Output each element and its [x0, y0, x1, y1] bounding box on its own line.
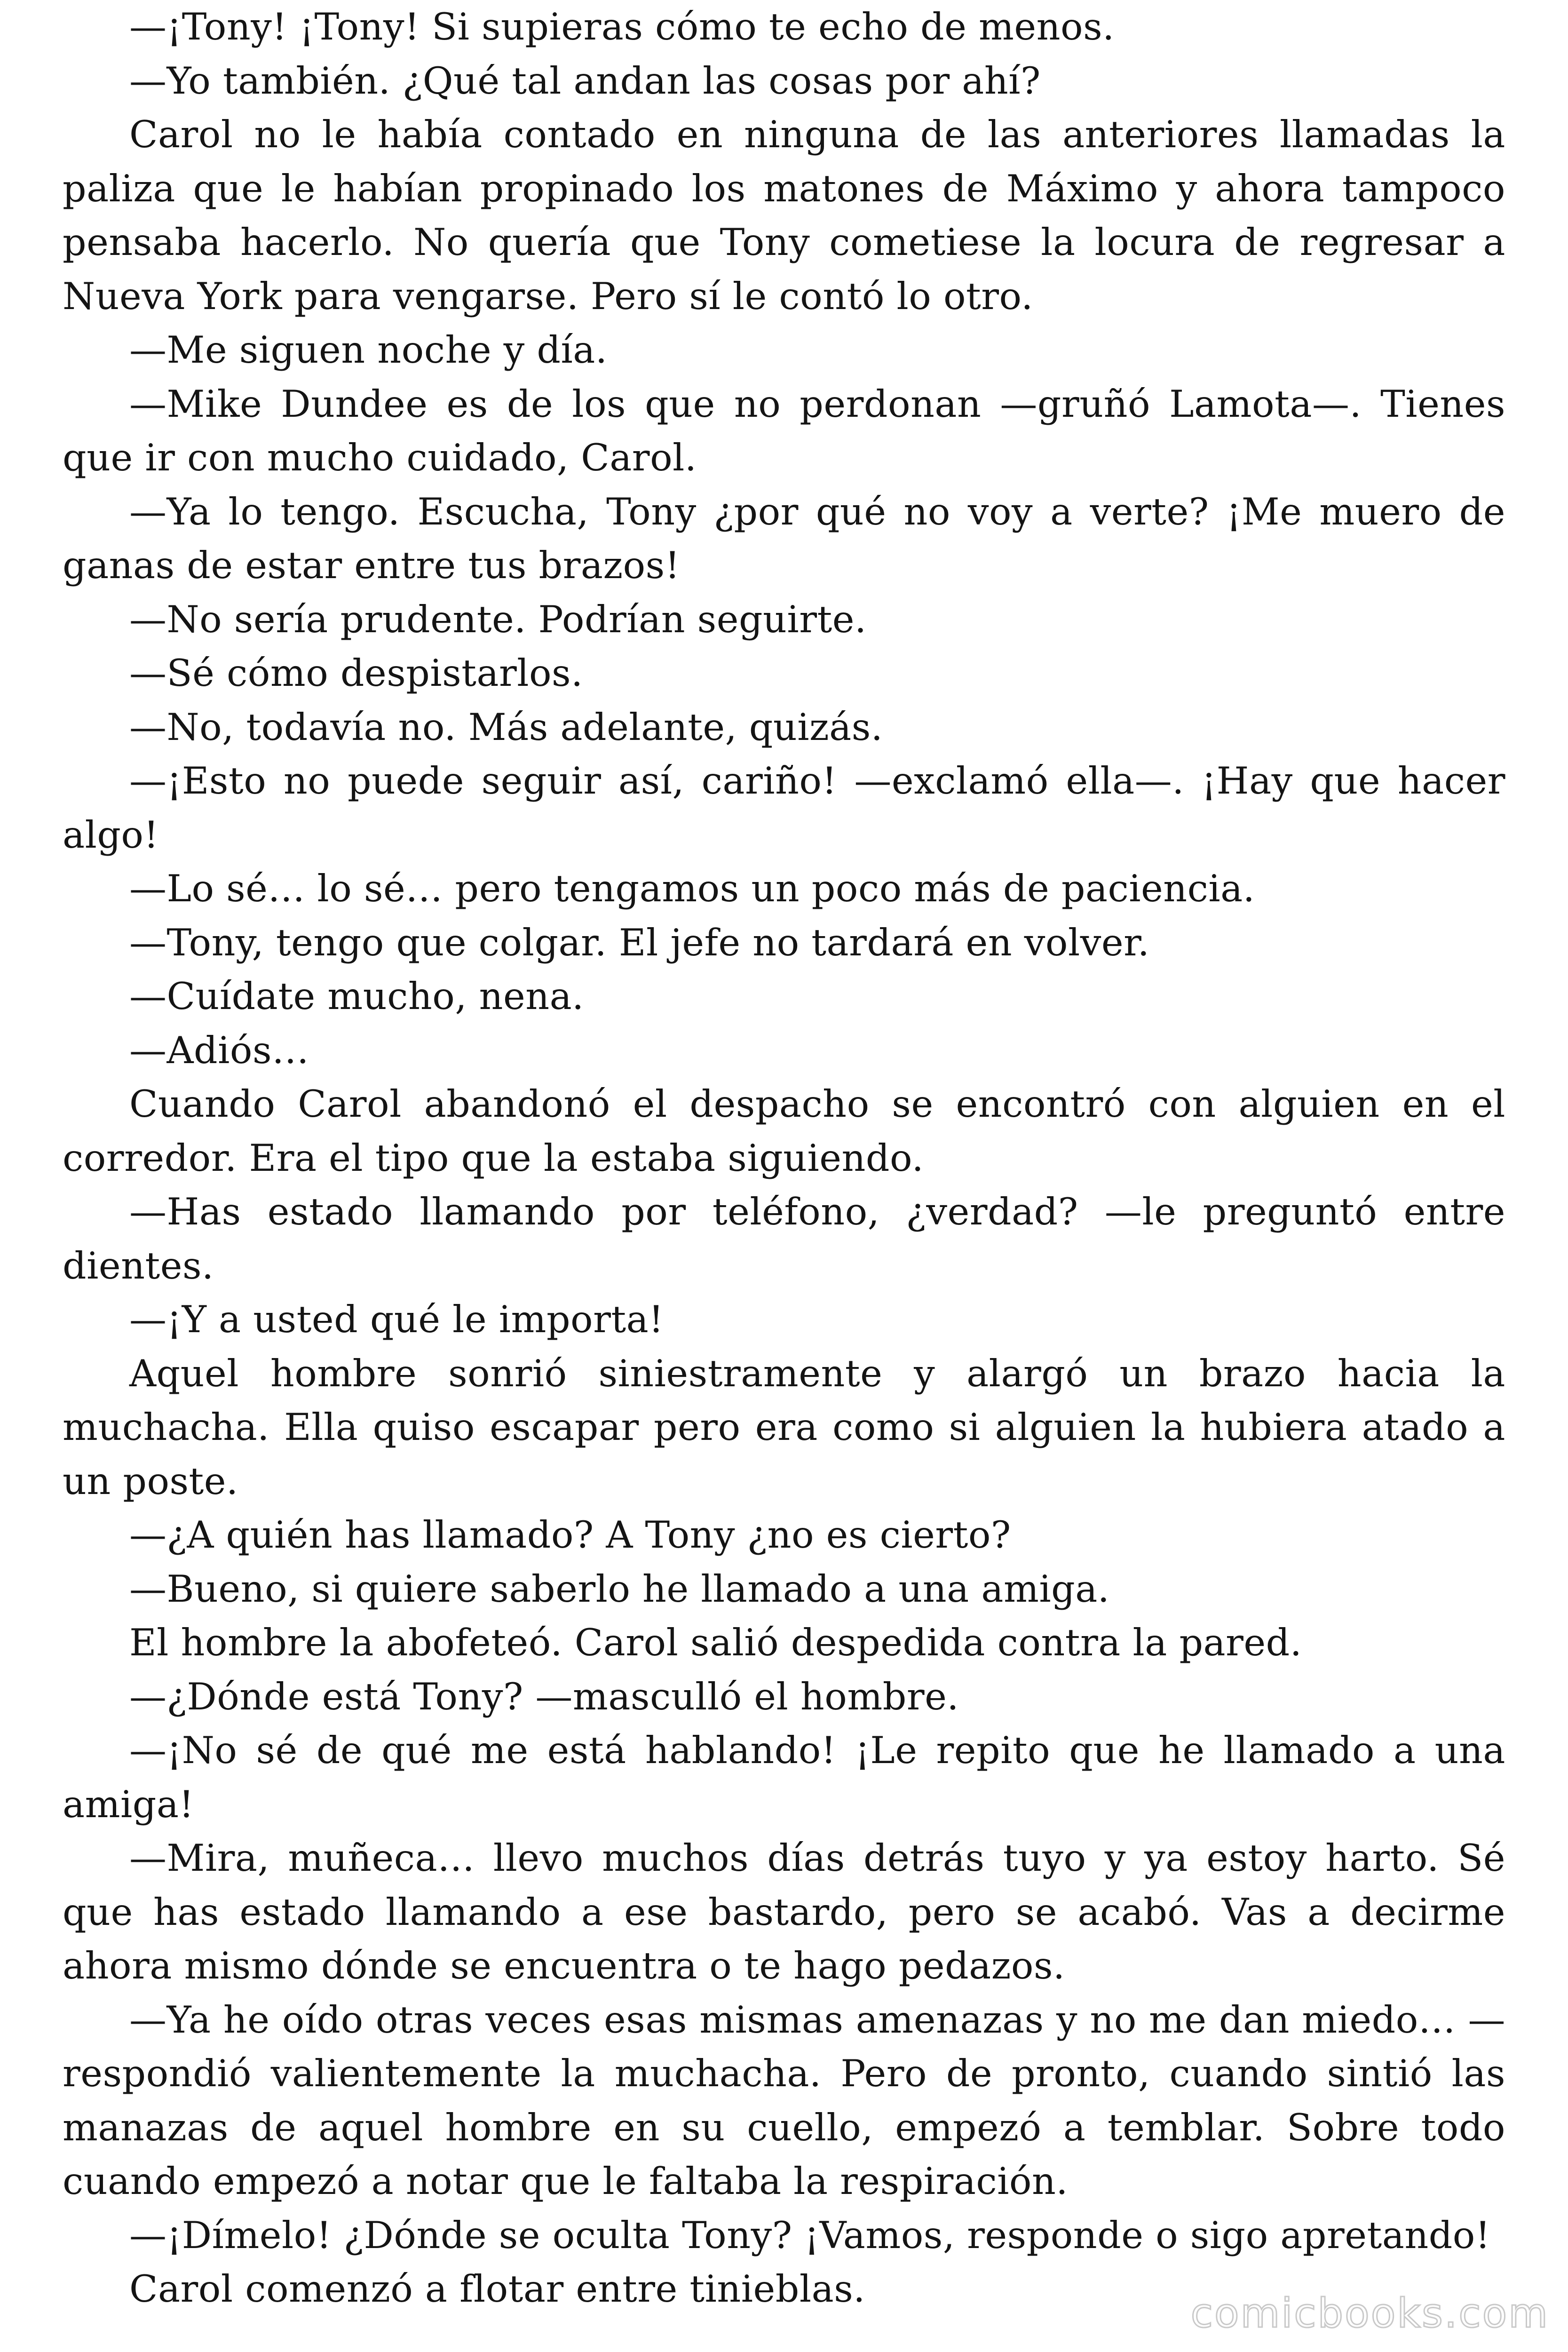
- paragraph: —¡Y a usted qué le importa!: [129, 1298, 664, 1341]
- paragraph: —¿A quién has llamado? A Tony ¿no es cierto?: [129, 1513, 1011, 1557]
- paragraph: —No sería prudente. Podrían seguirte.: [129, 597, 867, 641]
- paragraph: —Tony, tengo que colgar. El jefe no tardará en volver.: [129, 921, 1150, 964]
- paragraph: Aquel hombre sonrió siniestramente y alargó un brazo hacia la muchacha. Ella quiso escapar pero era como si alguien la hubiera atado a un poste.: [63, 1351, 1505, 1503]
- paragraph: —¡Tony! ¡Tony! Si supieras cómo te echo de menos.: [129, 5, 1115, 48]
- paragraph: —Has estado llamando por teléfono, ¿verdad? —le preguntó entre dientes.: [63, 1190, 1505, 1287]
- paragraph: —Mike Dundee es de los que no perdonan —gruñó Lamota—. Tienes que ir con mucho cuidado, Carol.: [63, 382, 1505, 479]
- paragraph: —¿Dónde está Tony? —masculló el hombre.: [129, 1675, 959, 1718]
- paragraph: —Ya lo tengo. Escucha, Tony ¿por qué no voy a verte? ¡Me muero de ganas de estar entre tus brazos!: [63, 490, 1505, 587]
- paragraph: Cuando Carol abandonó el despacho se encontró con alguien en el corredor. Era el tipo que la estaba siguiendo.: [63, 1082, 1505, 1180]
- paragraph: —Yo también. ¿Qué tal andan las cosas por ahí?: [129, 59, 1041, 103]
- paragraph: —¡Dímelo! ¿Dónde se oculta Tony? ¡Vamos, responde o sigo apretando!: [129, 2213, 1491, 2257]
- paragraph: —¡Esto no puede seguir así, cariño! —exclamó ella—. ¡Hay que hacer algo!: [63, 759, 1505, 857]
- paragraph: Carol comenzó a flotar entre tinieblas.: [129, 2267, 865, 2311]
- page-text: [63, 0, 1505, 2316]
- paragraph: —Adiós…: [129, 1028, 309, 1072]
- paragraph: —Ya he oído otras veces esas mismas amenazas y no me dan miedo… —respondió valientemente la muchacha. Pero de pronto, cuando sintió las manazas de aquel hombre en su cuello, empezó a temblar. Sobre todo cuando empezó a notar que le faltaba la respiración.: [63, 1998, 1505, 2203]
- paragraph: —¡No sé de qué me está hablando! ¡Le repito que he llamado a una amiga!: [63, 1729, 1505, 1826]
- paragraph: —Cuídate mucho, nena.: [129, 975, 584, 1018]
- paragraph: —Bueno, si quiere saberlo he llamado a una amiga.: [129, 1567, 1110, 1611]
- paragraph: —No, todavía no. Más adelante, quizás.: [129, 705, 883, 749]
- paragraph: —Me siguen noche y día.: [129, 328, 608, 372]
- paragraph: —Sé cómo despistarlos.: [129, 652, 583, 695]
- paragraph: —Lo sé… lo sé… pero tengamos un poco más de paciencia.: [129, 867, 1255, 910]
- paragraph: El hombre la abofeteó. Carol salió despedida contra la pared.: [129, 1621, 1302, 1664]
- paragraph: Carol no le había contado en ninguna de las anteriores llamadas la paliza que le habían propinado los matones de Máximo y ahora tampoco pensaba hacerlo. No quería que Tony cometiese la locura de regresar a Nueva York para vengarse. Pero sí le contó lo otro.: [63, 113, 1505, 318]
- paragraph: —Mira, muñeca… llevo muchos días detrás tuyo y ya estoy harto. Sé que has estado llamando a ese bastardo, pero se acabó. Vas a decirme ahora mismo dónde se encuentra o te hago pedazos.: [63, 1836, 1505, 1987]
- site-watermark: comicbooks.com: [1190, 2290, 1549, 2337]
